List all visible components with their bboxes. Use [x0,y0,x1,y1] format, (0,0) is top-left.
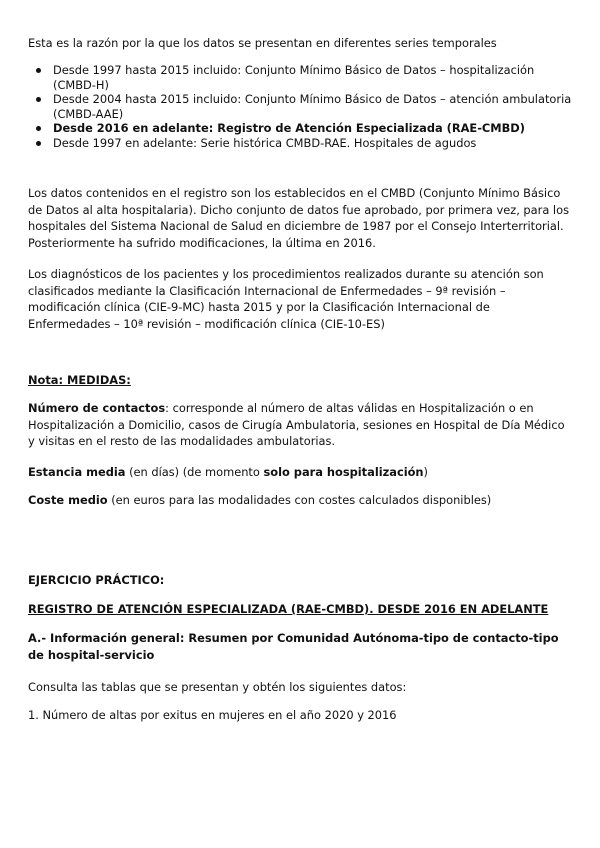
diagnosis-paragraph: Los diagnósticos de los pacientes y los procedimientos realizados durante su atención son clasificados mediante la Clasificación Internacional de Enfermedades – 9ª revisión – modificación clínica (CIE-9-MC) hasta 2015 y por la Clasificación Internacional de Enfermedades – 10ª revisión – modificación clínica (CIE-10-ES) [28,267,544,331]
intro-text: Esta es la razón por la que los datos se presentan en diferentes series temporales [28,36,497,50]
series-item [28,92,573,121]
contacts-term: Número de contactos [28,401,166,415]
bullet-dot-icon [36,141,41,146]
series-item-text: Desde 2016 en adelante: Registro de Atención Especializada (RAE-CMBD) [53,121,525,136]
stay-term: Estancia media [28,465,126,479]
bullet-dot-icon [36,126,41,131]
series-list [28,63,573,151]
section-a-heading: A.- Información general: Resumen por Comunidad Autónoma-tipo de contacto-tipo de hospital-servicio [28,631,559,662]
series-item [28,136,573,151]
stay-bold-text: solo para hospitalización [263,465,424,479]
series-item [28,63,573,92]
series-item-text: Desde 1997 hasta 2015 incluido: Conjunto Mínimo Básico de Datos – hospitalización (CMBD-H) [53,63,535,92]
series-item-text: Desde 2004 hasta 2015 incluido: Conjunto Mínimo Básico de Datos – atención ambulatoria (CMBD-AAE) [53,92,572,121]
bullet-dot-icon [36,97,41,102]
exercise-subtitle: REGISTRO DE ATENCIÓN ESPECIALIZADA (RAE-CMBD). DESDE 2016 EN ADELANTE [28,602,549,616]
stay-definition [28,464,573,481]
registry-paragraph: Los datos contenidos en el registro son los establecidos en el CMBD (Conjunto Mínimo Básico de Datos al alta hospitalaria). Dicho conjunto de datos fue aprobado, por primera vez, para los hospitales del Sistema Nacional de Salud en diciembre de 1987 por el Consejo Interterritorial. Posteriormente ha sufrido modificaciones, la última en 2016. [28,186,569,250]
instruction-text: Consulta las tablas que se presentan y obtén los siguientes datos: [28,680,407,694]
cost-term: Coste medio [28,493,108,507]
contacts-text: : corresponde al número de altas válidas en Hospitalización o en Hospitalización a Domicilio, casos de Cirugía Ambulatoria, sesiones en Hospital de Día Médico y visitas en el resto de las modalidades ambulatorias. [28,401,565,449]
bullet-dot-icon [36,68,41,73]
cost-definition [28,492,573,509]
series-item [28,121,573,136]
exercise-title: EJERCICIO PRÁCTICO: [28,573,165,587]
question-1: 1. Número de altas por exitus en mujeres en el año 2020 y 2016 [28,708,397,722]
contacts-definition [28,400,573,450]
note-heading: Nota: MEDIDAS: [28,373,131,387]
series-item-text: Desde 1997 en adelante: Serie histórica CMBD-RAE. Hospitales de agudos [53,135,477,150]
stay-text: (en días) (de momento [125,465,264,479]
stay-end-text: ) [423,465,428,479]
cost-text: (en euros para las modalidades con costes calculados disponibles) [107,493,492,507]
